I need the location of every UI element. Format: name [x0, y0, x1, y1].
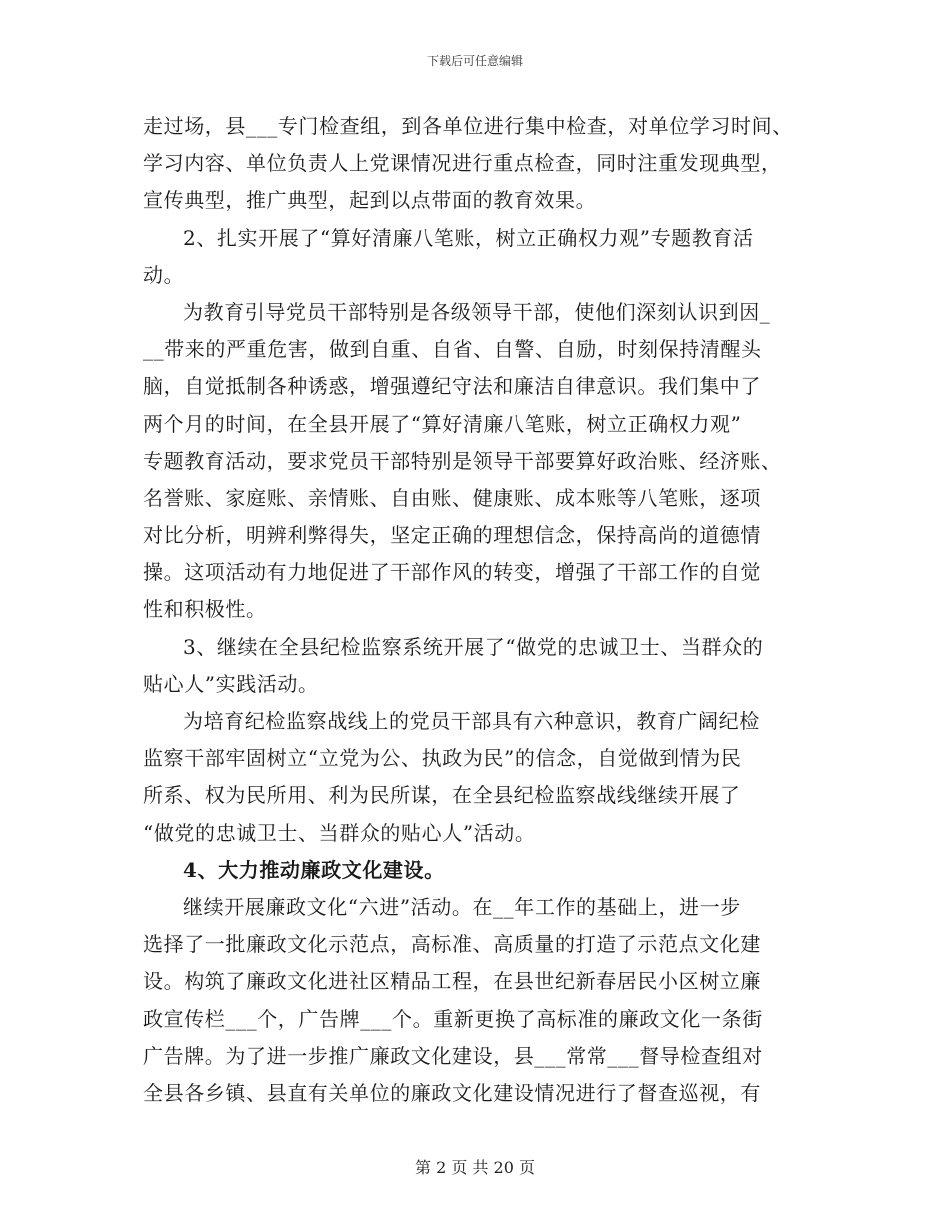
page-header: 下载后可任意编辑 [426, 54, 523, 68]
body-text-line: 继续开展廉政文化“六进”活动。在__年工作的基础上，进一步 [183, 894, 741, 919]
body-text-line: 选择了一批廉政文化示范点，高标准、高质量的打造了示范点文化建 [143, 932, 761, 957]
body-text-line: 对比分析，明辨利弊得失，坚定正确的理想信念，保持高尚的道德情 [143, 523, 761, 548]
body-text-line: 脑，自觉抵制各种诱惑，增强遵纪守法和廉洁自律意识。我们集中了 [143, 374, 761, 399]
body-text-line: 2、扎实开展了“算好清廉八笔账，树立正确权力观”专题教育活 [183, 225, 754, 250]
body-text-line: 为教育引导党员干部特别是各级领导干部，使他们深刻认识到因_ [183, 299, 771, 324]
body-text-line: 3、继续在全县纪检监察系统开展了“做党的忠诚卫士、当群众的 [183, 634, 764, 659]
body-text-line: 为培育纪检监察战线上的党员干部具有六种意识，教育广阔纪检 [183, 709, 760, 733]
page-number: 第 2 页 共 20 页 [415, 1158, 535, 1177]
body-text-line: 广告牌。为了进一步推广廉政文化建设，县___常常___督导检查组对 [143, 1043, 763, 1068]
body-text-line: 两个月的时间，在全县开展了“算好清廉八笔账，树立正确权力观” [143, 411, 742, 436]
body-text-line: 全县各乡镇、县直有关单位的廉政文化建设情况进行了督查巡视，有 [143, 1080, 761, 1105]
body-text-line: 监察干部牢固树立“立党为公、执政为民”的信念，自觉做到情为民 [143, 746, 742, 771]
body-text-line: __带来的严重危害，做到自重、自省、自警、自励，时刻保持清醒头 [143, 337, 762, 362]
body-text-line: 性和积极性。 [143, 597, 267, 622]
body-text-line: 政宣传栏___个，广告牌___个。重新更换了高标准的廉政文化一条街 [143, 1006, 763, 1031]
section-heading: 4、大力推动廉政文化建设。 [183, 857, 445, 882]
document-body [143, 108, 803, 1112]
body-text-line: 所系、权为民所用、利为民所谋，在全县纪检监察战线继续开展了 [143, 783, 741, 808]
body-text-line: 操。这项活动有力地促进了干部作风的转变，增强了干部工作的自觉 [143, 560, 761, 585]
body-text-line: 专题教育活动，要求党员干部特别是领导干部要算好政治账、经济账、 [143, 448, 782, 473]
body-text-line: 宣传典型，推广典型，起到以点带面的教育效果。 [143, 188, 597, 213]
body-text-line: 名誉账、家庭账、亲情账、自由账、健康账、成本账等八笔账，逐项 [143, 485, 761, 510]
body-text-line: 学习内容、单位负责人上党课情况进行重点检查，同时注重发现典型， [143, 151, 782, 176]
body-text-line: 设。构筑了廉政文化进社区精品工程，在县世纪新春居民小区树立廉 [143, 969, 761, 994]
body-text-line: 贴心人”实践活动。 [143, 671, 319, 696]
body-text-line: “做党的忠诚卫士、当群众的贴心人”活动。 [143, 820, 536, 845]
body-text-line: 动。 [143, 262, 185, 287]
body-text-line: 走过场，县___专门检查组，到各单位进行集中检查，对单位学习时间、 [143, 114, 793, 138]
